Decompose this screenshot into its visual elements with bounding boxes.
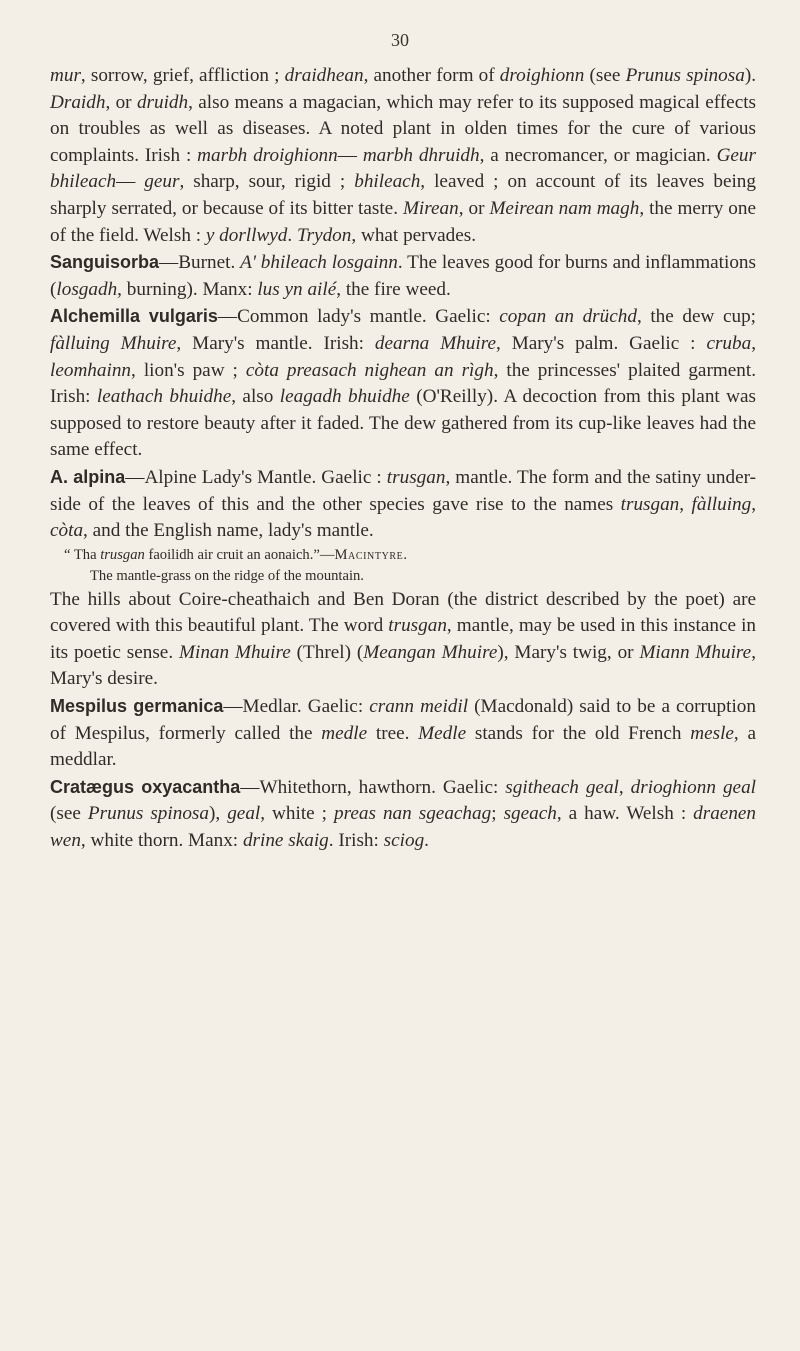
italic-term: còta preasach nighean an rìgh [245,359,494,381]
italic-term: fàlluing Mhuire [50,332,177,354]
text-run: — [116,171,145,193]
italic-term: Miann Mhuire [639,641,752,663]
text-run: , and the English name, lady's mantle. [83,520,374,542]
text-run: , the merry one of the field. Welsh : [50,197,756,246]
text-run: —Common lady's mantle. Gaelic: [217,306,500,328]
italic-term: cruba [706,332,752,354]
italic-term: sgeach [503,803,557,825]
text-run: tree. [367,722,419,744]
text-run: , white thorn. Manx: [80,830,243,852]
text-run: ; [491,803,504,825]
paragraph [50,303,756,464]
italic-term: losgadh [56,278,118,300]
text-run: , leaved ; on account of its leaves being sharply serrated, or because of its bitter taste. [50,171,756,219]
paragraphs-before-quote [50,63,756,545]
text-run: , lion's paw ; [131,359,246,381]
italic-term: Trydon [296,224,352,246]
italic-term: còta [50,520,84,542]
body-text [50,63,756,855]
text-run: , [618,776,631,798]
italic-term: trusgan [386,466,446,488]
text-run: , also [231,386,280,408]
italic-term: draidhean [284,65,364,86]
italic-term: copan an drüchd [499,306,637,328]
text-run: . The leaves good for burns and inflammations ( [50,252,756,300]
text-run: — [337,144,363,166]
quote-attribution: Macintyre. [334,546,408,563]
text-run: . [424,830,429,852]
italic-term: trusgan [620,493,680,515]
text-run: ), [209,803,228,825]
text-run: , sorrow, grief, affliction ; [80,65,285,86]
paragraph [50,63,756,249]
italic-term: medle [321,722,368,744]
text-run: . Irish: [328,830,384,852]
text-run: The hills about Coire-cheathaich and Ben Doran (the district described by the poet) are covered with this beautiful plant. The word [50,588,756,637]
italic-term: sciog [383,830,425,852]
headword: Mespilus germanica [50,696,224,717]
text-run: , a meddlar. [50,722,756,771]
text-run: , [679,493,692,515]
text-run: (O'Reilly). A decoction from this plant was supposed to restore beauty after it faded. The dew gathered from its cup-like leaves had the same effect. [50,386,756,461]
text-run: , Mary's mantle. Irish: [176,332,375,354]
paragraph [50,587,756,693]
italic-term: A' bhileach losgainn [240,252,398,274]
headword: A. alpina [50,466,126,487]
paragraph [50,693,756,774]
paragraph [50,249,756,303]
italic-term: sgitheach geal [505,776,619,798]
italic-term: crann meidil [369,696,469,718]
italic-term: drioghionn geal [630,776,756,798]
italic-term: marbh dhruidh [362,144,480,166]
italic-term: preas nan sgeachag [334,803,492,825]
italic-term: leathach bhuidhe [96,386,232,408]
text-run: , another form of [363,65,500,86]
text-run: (see [584,65,626,86]
italic-term: Minan Mhuire [179,641,291,663]
text-run: , or [458,197,490,219]
quote-translation: The mantle-grass on the ridge of the mountain. [90,567,364,584]
text-run: —Burnet. [159,252,241,274]
italic-term: Draidh [50,91,106,113]
italic-term: geur [144,171,180,193]
text-run: , the dew cup; [636,306,756,328]
italic-term: Medle [418,722,467,744]
italic-term: leomhainn [50,359,132,381]
text-run: , what pervades. [351,224,477,246]
paragraph [50,774,756,855]
text-run: —Alpine Lady's Mantle. Gaelic : [125,466,387,488]
italic-term: drine skaig [242,830,329,852]
text-run: , mantle. The form and the satiny under-side of the leaves of this and the other species gave rise to the names [50,466,756,515]
italic-term: Mirean [402,197,459,219]
italic-term: trusgan [388,615,447,637]
italic-term: Meangan Mhuire [363,641,498,663]
text-run: , or [105,91,137,113]
text-run: stands for the old French [466,722,691,744]
text-run: , sharp, sour, rigid ; [179,171,355,193]
italic-term: fàlluing [691,493,752,515]
headword: Sanguisorba [50,252,160,273]
quote-rest: faoilidh air cruit an aonaich.”— [144,546,335,563]
italic-term: Geur bhileach [50,144,756,193]
text-run: (see [50,803,88,825]
italic-term: druidh [136,91,189,113]
text-run: , Mary's palm. Gaelic : [495,332,707,354]
text-run: , burning). Manx: [117,278,258,300]
page-number: 30 [391,30,409,50]
text-run: . [287,224,297,246]
italic-term: leagadh bhuidhe [279,386,410,408]
italic-term: Meirean nam magh [489,197,640,219]
text-run: , white ; [260,803,335,825]
text-run: , also means a magacian, which may refer to its supposed magical effects on troubles as well as diseases. A noted plant in olden times for the cure of various complaints. Irish : [50,91,757,166]
text-run: , [751,493,757,515]
text-run: , Mary's desire. [50,641,756,690]
text-run: (Macdonald) said to be a corruption of Mespilus, formerly called the [50,696,756,744]
italic-term: Prunus spinosa [87,803,209,825]
verse-quote [50,545,756,566]
text-run: , mantle, may be used in this instance in its poetic sense. [50,615,756,663]
text-run: —Whitethorn, hawthorn. Gaelic: [240,776,506,798]
italic-term: y dorllwyd [205,224,288,246]
text-run: , [751,332,756,354]
paragraph [50,464,756,545]
text-run: , a necromancer, or magician. [479,144,717,166]
italic-term: mesle [690,722,734,744]
italic-term: droighionn [499,65,585,86]
italic-term: draenen wen [50,803,757,852]
text-run: ), Mary's twig, or [497,641,640,663]
text-run: —Medlar. Gaelic: [223,696,370,718]
italic-term: Prunus spinosa [625,65,745,86]
text-run: (Threl) ( [290,641,364,663]
italic-term: geal [227,803,261,825]
italic-term: marbh droighionn [197,144,338,166]
italic-term: dearna Mhuire [374,332,496,354]
headword: Alchemilla vulgaris [50,306,218,327]
headword: Cratægus oxyacantha [50,776,241,797]
text-run: ). [744,65,756,86]
text-run: , a haw. Welsh : [556,803,694,825]
text-run: , the fire weed. [336,278,451,300]
italic-term: lus yn ailé [257,278,337,300]
text-run: , the princesses' plaited garment. Irish: [50,359,756,408]
italic-term: bhileach [354,171,421,193]
italic-term: mur [50,65,81,86]
quote-open: “ Tha [64,546,101,563]
paragraphs-after-quote [50,587,756,855]
quote-italic-word: trusgan [100,546,145,563]
